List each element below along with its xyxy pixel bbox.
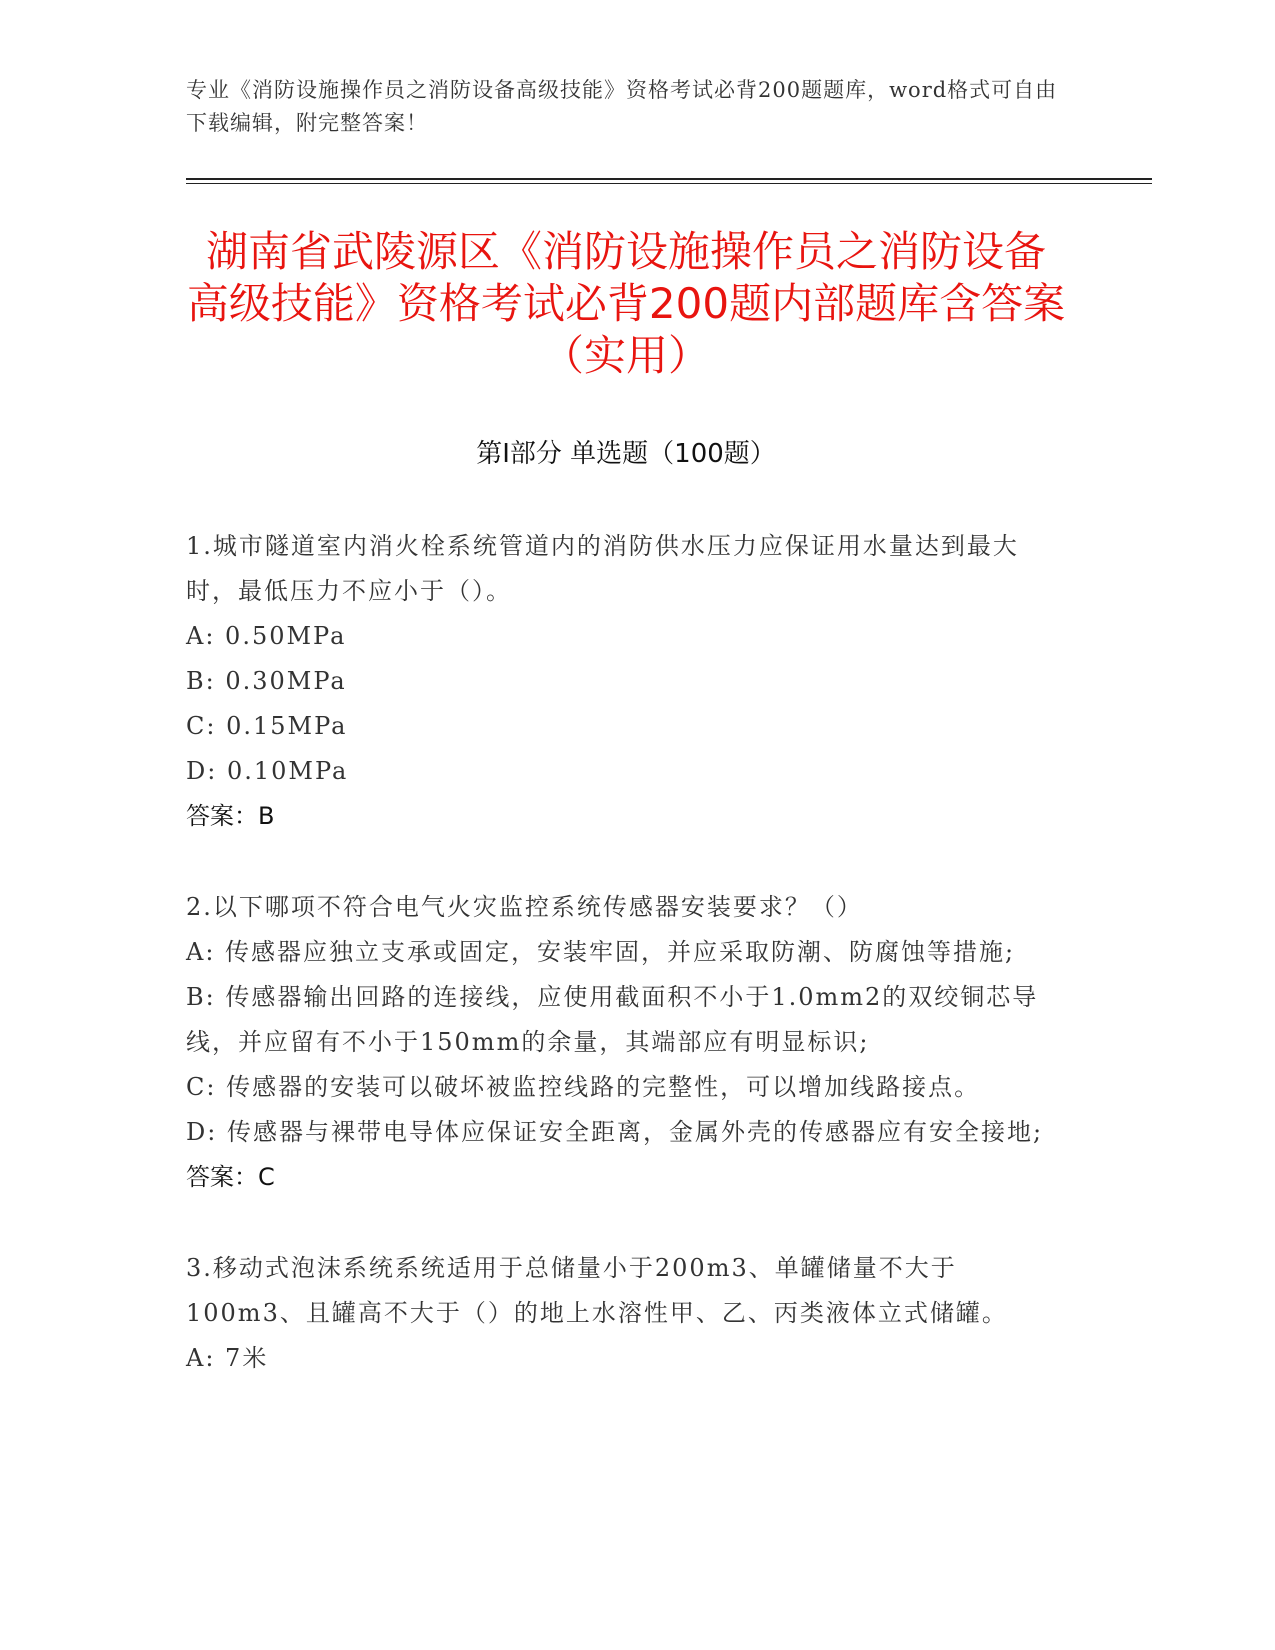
question-list (186, 524, 1066, 1427)
question-option-d: D: 传感器与裸带电导体应保证安全距离，金属外壳的传感器应有安全接地; (186, 1118, 1044, 1146)
question-option-b: B: 0.30MPa (186, 667, 347, 695)
header-rule-thick (186, 178, 1152, 180)
question-option-a: A: 传感器应独立支承或固定，安装牢固，并应采取防潮、防腐蚀等措施; (186, 938, 1016, 966)
header-rule-thin (186, 183, 1152, 184)
question-option-b: B: 传感器输出回路的连接线，应使用截面积不小于1.0mm2的双绞铜芯导线，并应留有不小于150mm的余量，其端部应有明显标识; (186, 983, 1039, 1056)
header-note: 专业《消防设施操作员之消防设备高级技能》资格考试必背200题题库，word格式可自由下载编辑，附完整答案！ (186, 78, 1058, 135)
question-option-d: D: 0.10MPa (186, 757, 349, 785)
section-title: 第Ⅰ部分 单选题（100题） (476, 439, 776, 469)
question-answer: 答案：C (186, 1163, 275, 1191)
question-stem: 3.移动式泡沫系统系统适用于总储量小于200m3、单罐储量不大于100m3、且罐高不大于（）的地上水溶性甲、乙、丙类液体立式储罐。 (186, 1254, 1008, 1327)
question-3 (186, 1246, 1066, 1381)
question-2 (186, 885, 1066, 1200)
question-1 (186, 524, 1066, 839)
question-option-a: A: 0.50MPa (186, 622, 347, 650)
document-title: 湖南省武陵源区《消防设施操作员之消防设备高级技能》资格考试必背200题内部题库含答案（实用） (186, 227, 1066, 380)
question-option-c: C: 传感器的安装可以破坏被监控线路的完整性，可以增加线路接点。 (186, 1073, 981, 1101)
question-stem: 2.以下哪项不符合电气火灾监控系统传感器安装要求？（） (186, 893, 863, 921)
question-stem: 1.城市隧道室内消火栓系统管道内的消防供水压力应保证用水量达到最大时，最低压力不应小于（）。 (186, 532, 1019, 605)
question-option-a: A: 7米 (186, 1344, 269, 1372)
question-option-c: C: 0.15MPa (186, 712, 348, 740)
question-answer: 答案：B (186, 802, 275, 830)
